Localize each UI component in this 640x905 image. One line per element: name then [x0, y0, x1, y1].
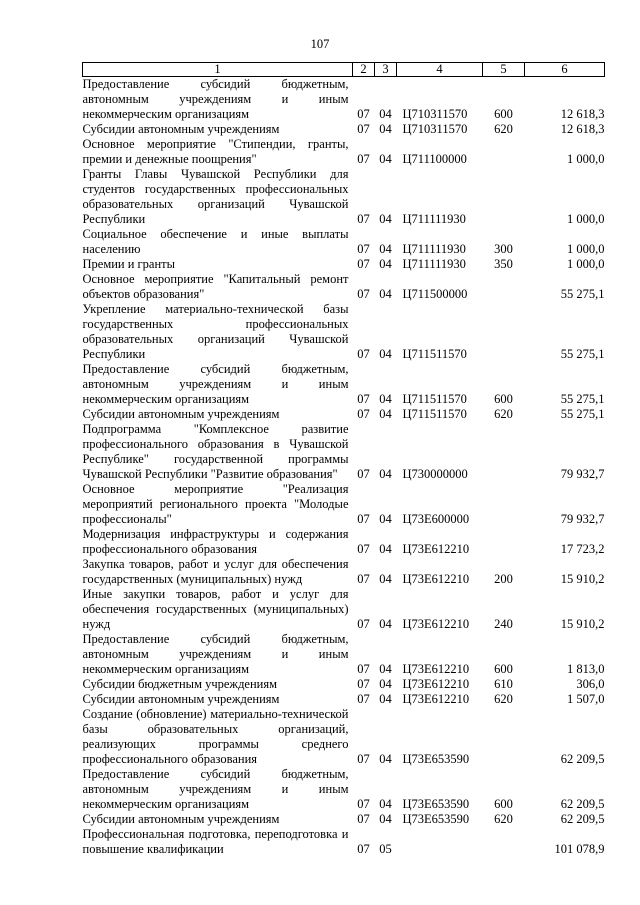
row-name-cell: Предоставление субсидий бюджетным, автономным учреждениям и иным некоммерческим организациям [82, 767, 349, 811]
row-name-cell: Субсидии автономным учреждениям [82, 812, 280, 826]
row-target-code-cell: Ц711111930 [402, 212, 466, 226]
row-amount-cell: 62 209,5 [560, 752, 605, 766]
row-name-cell: Подпрограмма "Комплексное развитие профессионального образования в Чувашской Республике" государственной программы Чувашской Республики "Развитие образования" [82, 422, 349, 481]
header-col-amount: 6 [525, 63, 605, 77]
header-row [83, 63, 605, 77]
table-row [83, 257, 605, 272]
row-target-code-cell: Ц73E653590 [402, 752, 470, 766]
row-name-cell: Предоставление субсидий бюджетным, автономным учреждениям и иным некоммерческим организациям [82, 362, 349, 406]
table-row [83, 227, 605, 257]
row-expense-type-cell: 300 [494, 242, 513, 256]
table-row [83, 482, 605, 527]
row-expense-type-cell: 200 [494, 572, 513, 586]
row-expense-type-cell: 620 [494, 812, 513, 826]
row-expense-type-cell: 240 [494, 617, 513, 631]
row-name-cell: Гранты Главы Чувашской Республики для студентов государственных профессиональных образовательных организаций Чувашской Республики [82, 167, 349, 226]
row-target-code-cell: Ц73E612210 [402, 662, 470, 676]
row-section-cell: 07 [357, 122, 370, 136]
row-name-cell: Премии и гранты [82, 257, 176, 271]
row-subsection-cell: 04 [379, 512, 392, 526]
row-section-cell: 07 [357, 107, 370, 121]
row-subsection-cell: 04 [379, 347, 392, 361]
budget-table [82, 62, 605, 857]
row-amount-cell: 306,0 [576, 677, 605, 691]
row-subsection-cell: 04 [379, 542, 392, 556]
row-name-cell: Иные закупки товаров, работ и услуг для обеспечения государственных (муниципальных) нужд [82, 587, 349, 631]
row-section-cell: 07 [357, 617, 370, 631]
row-amount-cell: 55 275,1 [560, 407, 605, 421]
row-subsection-cell: 04 [379, 257, 392, 271]
row-amount-cell: 55 275,1 [560, 347, 605, 361]
row-name-cell: Субсидии автономным учреждениям [82, 407, 280, 421]
row-name-cell: Субсидии автономным учреждениям [82, 122, 280, 136]
row-amount-cell: 1 000,0 [567, 212, 605, 226]
row-name-cell: Укрепление материально-технической базы государственных профессиональных образовательных организаций Чувашской Республики [82, 302, 349, 361]
row-target-code-cell: Ц711511570 [402, 392, 467, 406]
row-subsection-cell: 04 [379, 662, 392, 676]
row-subsection-cell: 04 [379, 812, 392, 826]
row-section-cell: 07 [357, 842, 370, 856]
table-row [83, 812, 605, 827]
row-expense-type-cell: 600 [494, 797, 513, 811]
row-target-code-cell: Ц711511570 [402, 407, 467, 421]
table-row [83, 407, 605, 422]
row-subsection-cell: 05 [379, 842, 392, 856]
row-name-cell: Основное мероприятие "Капитальный ремонт объектов образования" [82, 272, 349, 301]
row-target-code-cell: Ц73E612210 [402, 692, 470, 706]
row-subsection-cell: 04 [379, 122, 392, 136]
row-name-cell: Субсидии бюджетным учреждениям [82, 677, 278, 691]
row-section-cell: 07 [357, 677, 370, 691]
row-target-code-cell: Ц711511570 [402, 347, 467, 361]
row-target-code-cell: Ц73E612210 [402, 617, 470, 631]
row-section-cell: 07 [357, 812, 370, 826]
row-amount-cell: 1 000,0 [567, 242, 605, 256]
row-name-cell: Субсидии автономным учреждениям [82, 692, 280, 706]
row-section-cell: 07 [357, 542, 370, 556]
row-amount-cell: 1 000,0 [567, 152, 605, 166]
row-subsection-cell: 04 [379, 107, 392, 121]
row-amount-cell: 55 275,1 [560, 392, 605, 406]
table-row [83, 77, 605, 123]
row-section-cell: 07 [357, 347, 370, 361]
row-name-cell: Основное мероприятие "Стипендии, гранты, премии и денежные поощрения" [82, 137, 349, 166]
table-row [83, 827, 605, 857]
row-expense-type-cell [483, 167, 525, 227]
row-target-code-cell: Ц730000000 [402, 467, 468, 481]
row-expense-type-cell [483, 302, 525, 362]
row-expense-type-cell [483, 827, 525, 857]
row-amount-cell: 1 507,0 [567, 692, 605, 706]
table-row [83, 587, 605, 632]
row-target-code-cell: Ц73E653590 [402, 797, 470, 811]
row-target-code-cell: Ц73E612210 [402, 572, 470, 586]
row-subsection-cell: 04 [379, 392, 392, 406]
table-row [83, 692, 605, 707]
row-amount-cell: 15 910,2 [560, 617, 605, 631]
row-expense-type-cell: 600 [494, 107, 513, 121]
table-header [83, 63, 605, 77]
row-name-cell: Предоставление субсидий бюджетным, автономным учреждениям и иным некоммерческим организациям [82, 77, 349, 121]
table-row [83, 707, 605, 767]
row-target-code-cell: Ц73E600000 [402, 512, 470, 526]
row-section-cell: 07 [357, 752, 370, 766]
row-section-cell: 07 [357, 512, 370, 526]
row-subsection-cell: 04 [379, 287, 392, 301]
row-expense-type-cell [483, 707, 525, 767]
row-amount-cell: 17 723,2 [560, 542, 605, 556]
row-amount-cell: 101 078,9 [554, 842, 605, 856]
row-subsection-cell: 04 [379, 572, 392, 586]
row-subsection-cell: 04 [379, 617, 392, 631]
table-row [83, 527, 605, 557]
row-expense-type-cell: 610 [494, 677, 513, 691]
row-name-cell: Социальное обеспечение и иные выплаты населению [82, 227, 349, 256]
table-row [83, 302, 605, 362]
row-section-cell: 07 [357, 692, 370, 706]
row-section-cell: 07 [357, 467, 370, 481]
table-row [83, 137, 605, 167]
row-section-cell: 07 [357, 242, 370, 256]
row-target-code-cell [397, 827, 483, 857]
row-target-code-cell: Ц711500000 [402, 287, 468, 301]
row-amount-cell: 12 618,3 [560, 107, 605, 121]
row-expense-type-cell: 620 [494, 407, 513, 421]
row-target-code-cell: Ц73E653590 [402, 812, 470, 826]
row-expense-type-cell [483, 272, 525, 302]
row-target-code-cell: Ц73E612210 [402, 677, 470, 691]
row-name-cell: Предоставление субсидий бюджетным, автономным учреждениям и иным некоммерческим организациям [82, 632, 349, 676]
row-target-code-cell: Ц711100000 [402, 152, 467, 166]
table-row [83, 767, 605, 812]
row-amount-cell: 1 000,0 [567, 257, 605, 271]
row-target-code-cell: Ц711111930 [402, 242, 466, 256]
header-col-expense-type: 5 [483, 63, 525, 77]
row-section-cell: 07 [357, 572, 370, 586]
table-row [83, 557, 605, 587]
row-section-cell: 07 [357, 662, 370, 676]
row-expense-type-cell [483, 482, 525, 527]
row-section-cell: 07 [357, 797, 370, 811]
header-col-section: 2 [353, 63, 375, 77]
table-row [83, 632, 605, 677]
table-row [83, 122, 605, 137]
row-amount-cell: 62 209,5 [560, 797, 605, 811]
row-subsection-cell: 04 [379, 467, 392, 481]
row-amount-cell: 12 618,3 [560, 122, 605, 136]
row-section-cell: 07 [357, 407, 370, 421]
row-expense-type-cell [483, 422, 525, 482]
header-col-name: 1 [83, 63, 353, 77]
table-row [83, 167, 605, 227]
row-subsection-cell: 04 [379, 692, 392, 706]
row-section-cell: 07 [357, 257, 370, 271]
row-expense-type-cell: 620 [494, 122, 513, 136]
row-expense-type-cell: 600 [494, 662, 513, 676]
row-subsection-cell: 04 [379, 752, 392, 766]
row-amount-cell: 79 932,7 [560, 512, 605, 526]
table-row [83, 677, 605, 692]
row-section-cell: 07 [357, 212, 370, 226]
row-expense-type-cell: 600 [494, 392, 513, 406]
table-row [83, 422, 605, 482]
row-name-cell: Основное мероприятие "Реализация мероприятий регионального проекта "Молодые профессионалы" [82, 482, 349, 526]
row-expense-type-cell: 350 [494, 257, 513, 271]
row-name-cell: Создание (обновление) материально-технической базы образовательных организаций, реализующих программы среднего профессионального образования [82, 707, 349, 766]
row-target-code-cell: Ц73E612210 [402, 542, 470, 556]
page-number: 107 [310, 37, 330, 51]
row-target-code-cell: Ц710311570 [402, 107, 468, 121]
row-subsection-cell: 04 [379, 797, 392, 811]
row-name-cell: Профессиональная подготовка, переподготовка и повышение квалификации [82, 827, 349, 856]
row-amount-cell: 62 209,5 [560, 812, 605, 826]
header-col-target-code: 4 [397, 63, 483, 77]
row-subsection-cell: 04 [379, 677, 392, 691]
row-section-cell: 07 [357, 287, 370, 301]
table-body [83, 77, 605, 858]
table-row [83, 272, 605, 302]
row-target-code-cell: Ц710311570 [402, 122, 468, 136]
row-target-code-cell: Ц711111930 [402, 257, 466, 271]
row-expense-type-cell: 620 [494, 692, 513, 706]
row-section-cell: 07 [357, 152, 370, 166]
row-amount-cell: 79 932,7 [560, 467, 605, 481]
row-amount-cell: 1 813,0 [567, 662, 605, 676]
row-amount-cell: 55 275,1 [560, 287, 605, 301]
row-subsection-cell: 04 [379, 152, 392, 166]
row-subsection-cell: 04 [379, 407, 392, 421]
row-expense-type-cell [483, 527, 525, 557]
row-name-cell: Закупка товаров, работ и услуг для обеспечения государственных (муниципальных) нужд [82, 557, 349, 586]
row-amount-cell: 15 910,2 [560, 572, 605, 586]
header-col-subsection: 3 [375, 63, 397, 77]
row-section-cell: 07 [357, 392, 370, 406]
row-subsection-cell: 04 [379, 242, 392, 256]
row-expense-type-cell [483, 137, 525, 167]
row-name-cell: Модернизация инфраструктуры и содержания профессионального образования [82, 527, 349, 556]
table-row [83, 362, 605, 407]
row-subsection-cell: 04 [379, 212, 392, 226]
